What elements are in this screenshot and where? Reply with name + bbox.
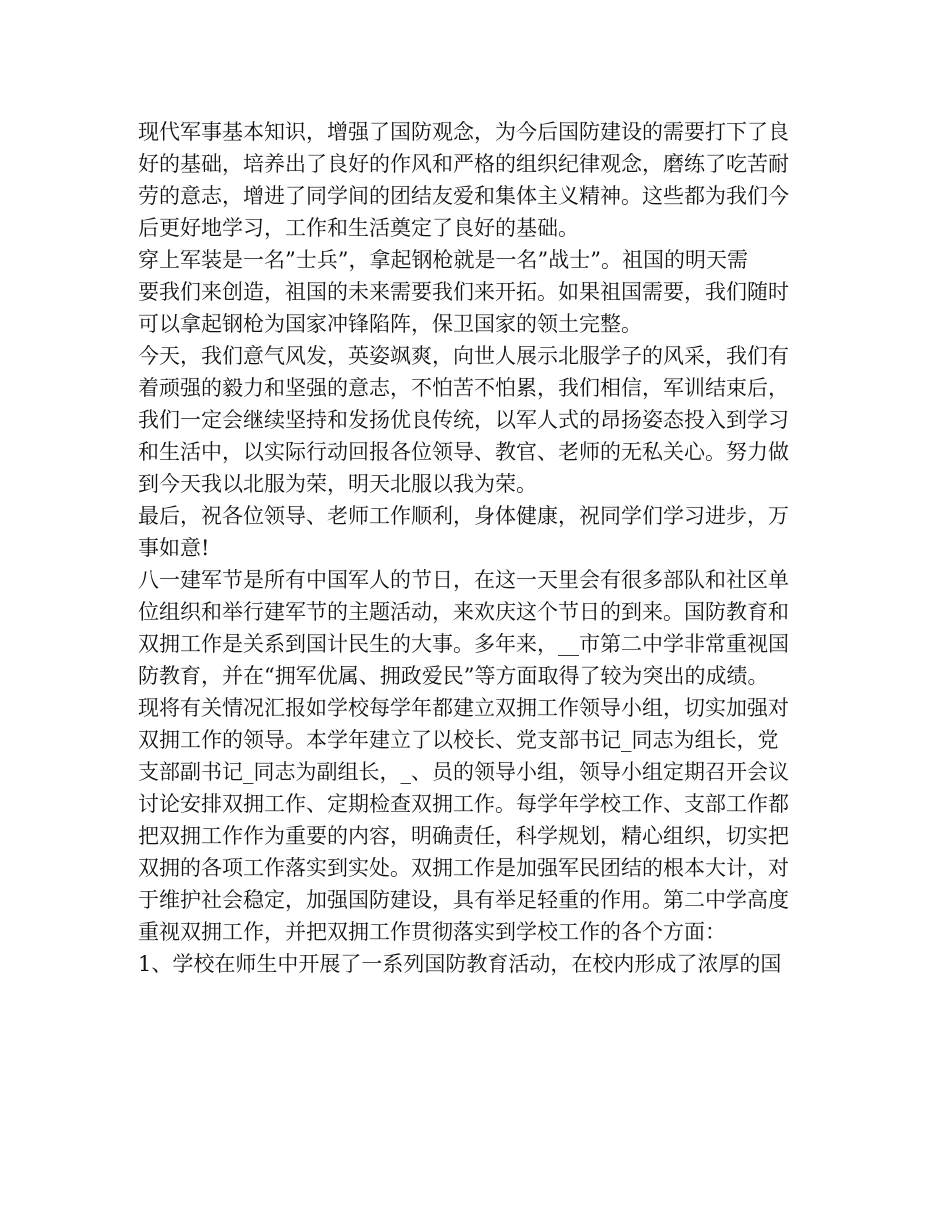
text-line: 可以拿起钢枪为国家冲锋陷阵，保卫国家的领土完整。 — [138, 312, 642, 336]
text-line: 着顽强的毅力和坚强的意志，不怕苦不怕累，我们相信，军训结束后， — [138, 376, 789, 400]
text-line: 双拥工作的领导。本学年建立了以校长、党支部书记_同志为组长，党 — [138, 728, 779, 752]
text-line: 要我们来创造，祖国的未来需要我们来开拓。如果祖国需要，我们随时 — [138, 280, 789, 304]
text-line: 位组织和举行建军节的主题活动，来欢庆这个节日的到来。国防教育和 — [138, 600, 789, 624]
text-line: 我们一定会继续坚持和发扬优良传统，以军人式的昂扬姿态投入到学习 — [138, 408, 789, 432]
text-line: 重视双拥工作，并把双拥工作贯彻落实到学校工作的各个方面： — [138, 920, 726, 944]
text-line: 穿上军装是一名”士兵”，拿起钢枪就是一名”战士”。祖国的明天需 — [138, 248, 748, 272]
text-line: 和生活中，以实际行动回报各位领导、教官、老师的无私关心。努力做 — [138, 440, 789, 464]
text-line: 后更好地学习，工作和生活奠定了良好的基础。 — [138, 216, 579, 240]
text-line: 把双拥工作作为重要的内容，明确责任，科学规划，精心组织，切实把 — [138, 824, 789, 848]
text-line: 讨论安排双拥工作、定期检查双拥工作。每学年学校工作、支部工作都 — [138, 792, 789, 816]
text-line: 事如意! — [138, 536, 210, 560]
text-line: 到今天我以北服为荣，明天北服以我为荣。 — [138, 472, 537, 496]
text-line: 双拥工作是关系到国计民生的大事。多年来，__市第二中学非常重视国 — [138, 632, 789, 656]
text-line: 八一建军节是所有中国军人的节日，在这一天里会有很多部队和社区单 — [138, 568, 789, 592]
text-line: 防教育，并在“拥军优属、拥政爱民”等方面取得了较为突出的成绩。 — [138, 664, 769, 688]
text-line: 劳的意志，增进了同学间的团结友爱和集体主义精神。这些都为我们今 — [138, 184, 789, 208]
text-line: 于维护社会稳定，加强国防建设，具有举足轻重的作用。第二中学高度 — [138, 888, 789, 912]
text-line: 今天，我们意气风发，英姿飒爽，向世人展示北服学子的风采，我们有 — [138, 344, 789, 368]
text-line: 双拥的各项工作落实到实处。双拥工作是加强军民团结的根本大计，对 — [138, 856, 789, 880]
document-body — [138, 116, 818, 980]
text-line: 1、学校在师生中开展了一系列国防教育活动，在校内形成了浓厚的国 — [138, 952, 782, 976]
text-line: 支部副书记_同志为副组长，_、员的领导小组，领导小组定期召开会议 — [138, 760, 789, 784]
text-line: 现将有关情况汇报如学校每学年都建立双拥工作领导小组，切实加强对 — [138, 696, 789, 720]
text-line: 现代军事基本知识，增强了国防观念，为今后国防建设的需要打下了良 — [138, 120, 789, 144]
text-line: 好的基础，培养出了良好的作风和严格的组织纪律观念，磨练了吃苦耐 — [138, 152, 789, 176]
text-line: 最后，祝各位领导、老师工作顺利，身体健康，祝同学们学习进步，万 — [138, 504, 789, 528]
